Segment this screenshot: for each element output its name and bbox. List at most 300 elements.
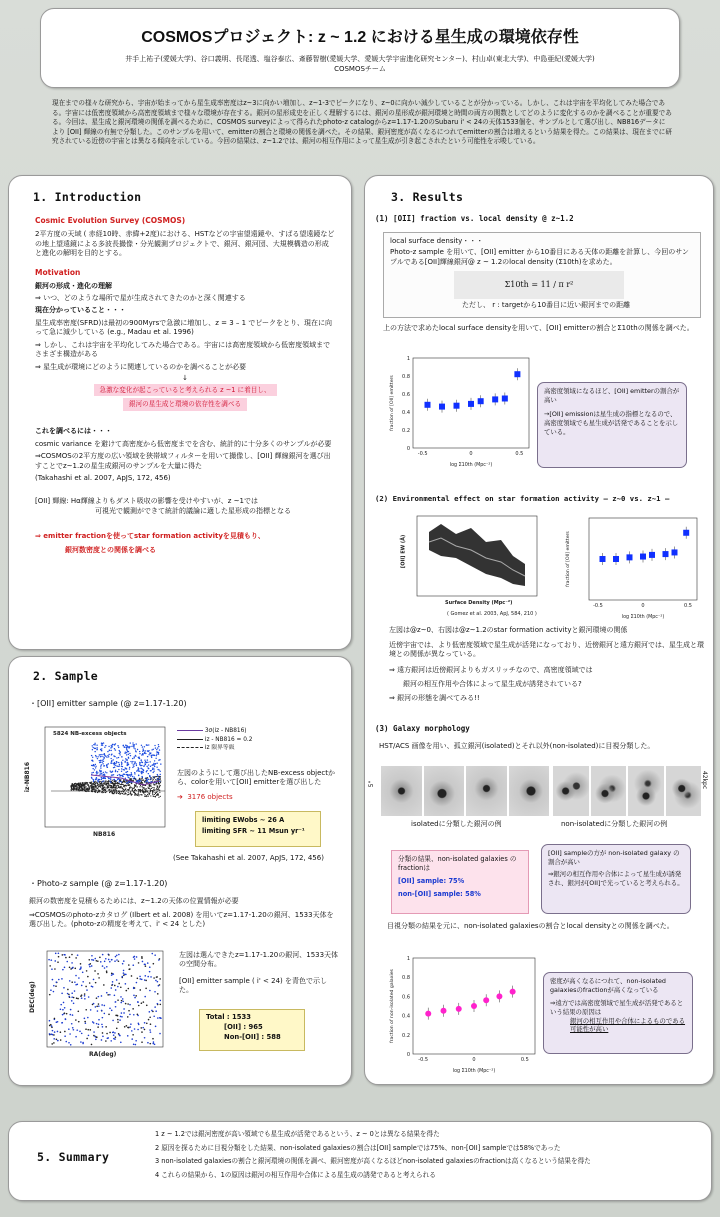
cmd-excess-point [143, 769, 144, 770]
cmd-point [128, 785, 129, 786]
limit-box [195, 811, 321, 847]
photoz-text-1: 銀河の数密度を見積もるためには、z~1.2の天体の位置情報が必要 [29, 897, 239, 905]
cmd-excess-point [92, 745, 93, 746]
map-point [98, 1005, 100, 1007]
cmd-excess-point [101, 764, 102, 765]
cmd-excess-point [152, 769, 153, 770]
map-point [137, 1001, 139, 1003]
map-text-2: [OII] emitter sample ( i' < 24) を青色で示した。 [179, 977, 327, 995]
map-point [62, 1009, 64, 1011]
data-point [510, 989, 516, 995]
map-point [99, 957, 101, 959]
cmd-point [93, 789, 94, 790]
cmd-point [111, 785, 112, 786]
cmd-point [142, 787, 143, 788]
map-point [133, 995, 135, 997]
map-point [118, 954, 120, 956]
cmd-excess-point [115, 765, 116, 766]
need-study-text: ⇒ 星生成が環境にどのように関連しているのかを調べることが必要 [35, 362, 247, 371]
map-point [64, 1012, 66, 1014]
cmd-point [108, 784, 109, 785]
map-point [69, 1033, 71, 1035]
map-point [93, 959, 95, 961]
map-point [127, 1035, 129, 1037]
cmd-point [101, 784, 102, 785]
map-point [64, 1035, 66, 1037]
cmd-excess-point [108, 756, 109, 757]
gomez-plot [401, 512, 541, 622]
results-section-2-heading: (2) Environmental effect on star formation activity – z~0 vs. z~1 – [375, 494, 670, 503]
count-box [199, 1009, 305, 1051]
cmd-excess-point [150, 766, 151, 767]
map-point [85, 986, 87, 988]
map-point [118, 983, 120, 985]
cmd-excess-point [137, 767, 138, 768]
cmd-point [148, 796, 149, 797]
cmd-excess-point [118, 747, 119, 748]
cmd-point [76, 783, 77, 784]
cmd-excess-point [125, 744, 126, 745]
cmd-point [116, 788, 117, 789]
cmd-point [108, 787, 109, 788]
cmd-excess-point [96, 773, 97, 774]
cmd-excess-point [159, 759, 160, 760]
cmd-excess-point [159, 777, 160, 778]
cmd-excess-point [124, 767, 125, 768]
map-point [158, 959, 160, 961]
map-point [115, 1036, 117, 1038]
cmd-point [109, 792, 110, 793]
cmd-excess-point [103, 758, 104, 759]
x-tick-label: 0 [641, 603, 645, 609]
cmd-excess-point [129, 746, 130, 747]
cmd-point [141, 794, 142, 795]
map-point [155, 1026, 157, 1028]
cmd-excess-point [94, 743, 95, 744]
cmd-point [101, 788, 102, 789]
map-point [121, 1016, 123, 1018]
map-point [126, 1025, 128, 1027]
authors: 井手上祐子(愛媛大学)、谷口義明、長尾透、塩谷泰広、斎藤智樹(愛媛大学、愛媛大学宇宙進化研究センター)、村山卓(東北大学)、中島亜紀(愛媛大学) [125, 54, 595, 63]
cmd-excess-point [118, 766, 119, 767]
map-point [123, 972, 125, 974]
cmd-excess-point [111, 754, 112, 755]
cmd-excess-point [144, 746, 145, 747]
cmd-point [149, 792, 150, 793]
cmd-excess-point [107, 751, 108, 752]
cmd-point [153, 783, 154, 784]
cmd-excess-point [139, 758, 140, 759]
cmd-point [138, 793, 139, 794]
cmd-excess-point [119, 765, 120, 766]
cmd-point [105, 792, 106, 793]
requirement-heading: これを調べるには・・・ [35, 427, 112, 436]
cmd-point [143, 787, 144, 788]
cmd-excess-point [96, 745, 97, 746]
map-point [98, 1019, 100, 1021]
cmd-excess-point [139, 753, 140, 754]
y-tick-label: 1 [406, 956, 410, 962]
cmd-point [99, 791, 100, 792]
cmd-point [133, 780, 134, 781]
map-point [58, 952, 60, 954]
map-point [120, 996, 122, 998]
cmd-point [130, 793, 131, 794]
summary-item: 4 これらの結果から、1の原因は銀河の相互作用や合体による星生成の誘発であると考えられる [155, 1170, 436, 1179]
approach-line-1: ⇒ emitter fractionを使ってstar formation activityを見積もり、 [35, 532, 265, 541]
cmd-point [82, 787, 83, 788]
map-point [71, 1000, 73, 1002]
map-point [149, 1016, 151, 1018]
map-point [64, 1031, 66, 1033]
cmd-point [127, 789, 128, 790]
cmd-point [149, 784, 150, 785]
map-point [142, 1027, 144, 1029]
map-point [149, 990, 151, 992]
isolated-galaxy-image-1 [381, 766, 422, 816]
map-point [111, 974, 113, 976]
cmd-point [96, 789, 97, 790]
cmd-excess-point [122, 766, 123, 767]
gomez-plot-graphic [401, 512, 541, 612]
cosmos-text: 2平方度の天域 ( 赤経10時、赤緯+2度)における、HSTなどの宇宙望遠鏡や、すばる望遠鏡などの地上望遠鏡による多波長撮像・分光観測プロジェクトで、銀河、銀河団、大規模構造の形成と進化の解明を目的とする。 [35, 230, 335, 257]
cmd-excess-point [101, 777, 102, 778]
map-point [91, 955, 93, 957]
cmd-excess-point [100, 762, 101, 763]
cmd-excess-point [129, 768, 130, 769]
map-point [88, 1035, 90, 1037]
cmd-excess-point [91, 760, 92, 761]
x-tick-label: 0.5 [684, 603, 692, 609]
results-title: 3. Results [391, 190, 464, 204]
cmd-point [145, 792, 146, 793]
map-point [84, 1021, 86, 1023]
map-point [104, 961, 106, 963]
cmd-excess-point [94, 744, 95, 745]
map-point [98, 996, 100, 998]
cmd-excess-point [99, 771, 100, 772]
isolated-galaxy-image-3 [466, 766, 507, 816]
map-point [139, 976, 141, 978]
cmd-excess-point [154, 763, 155, 764]
cmd-point [75, 783, 76, 784]
cmd-point [144, 781, 145, 782]
cmd-excess-point [102, 761, 103, 762]
cmd-point [156, 792, 157, 793]
cmd-excess-point [145, 753, 146, 754]
cmd-excess-point [117, 775, 118, 776]
map-point [52, 1030, 54, 1032]
cmd-excess-point [149, 776, 150, 777]
map-point [98, 977, 100, 979]
cmd-point [149, 786, 150, 787]
data-point [439, 404, 445, 410]
cmd-excess-point [156, 755, 157, 756]
map-point [105, 958, 107, 960]
map-point [153, 1015, 155, 1017]
map-point [57, 1021, 59, 1023]
image-scale-left: 5" [368, 780, 376, 788]
cmd-excess-point [157, 775, 158, 776]
results-2-text-3: 銀河の相互作用や合体によって星生成が誘発されている? [403, 680, 582, 688]
cmd-excess-point [127, 759, 128, 760]
cmd-excess-point [142, 754, 143, 755]
map-point [86, 1038, 88, 1040]
oii-fraction-z12-plot [561, 512, 703, 622]
cmd-excess-point [99, 754, 100, 755]
map-point [76, 1029, 78, 1031]
cmd-excess-point [127, 776, 128, 777]
map-point [106, 966, 108, 968]
map-point [95, 1006, 97, 1008]
cmd-excess-point [135, 755, 136, 756]
cmd-excess-point [102, 763, 103, 764]
map-point [91, 959, 93, 961]
map-point [50, 1033, 52, 1035]
map-point [102, 954, 104, 956]
cmd-excess-point [110, 779, 111, 780]
cmd-point [132, 788, 133, 789]
cmd-excess-point [104, 753, 105, 754]
map-point [89, 1029, 91, 1031]
map-point [117, 986, 119, 988]
map-point [60, 1039, 62, 1041]
result-3-note [543, 972, 693, 1054]
cmd-point [96, 782, 97, 783]
cmd-point [114, 783, 115, 784]
cmd-point [89, 786, 90, 787]
map-point [70, 1044, 72, 1046]
map-point [154, 1044, 156, 1046]
cmd-excess-point [132, 767, 133, 768]
cmd-excess-point [134, 748, 135, 749]
cmd-excess-point [136, 765, 137, 766]
cmd-excess-point [157, 774, 158, 775]
map-point [89, 966, 91, 968]
legend-color-cut: iz - NB816 = 0.2 [204, 736, 253, 743]
cmd-excess-point [158, 769, 159, 770]
map-point [60, 1031, 62, 1033]
non-isolated-galaxy-image-3 [628, 766, 664, 816]
cmd-point [75, 786, 76, 787]
map-point [114, 960, 116, 962]
cmd-excess-point [145, 781, 146, 782]
map-point [93, 1031, 95, 1033]
cmd-point [99, 786, 100, 787]
map-point [136, 956, 138, 958]
cmd-point [116, 792, 117, 793]
cmd-excess-point [141, 768, 142, 769]
cmd-point [118, 787, 119, 788]
cmd-excess-point [110, 762, 111, 763]
map-point [111, 984, 113, 986]
oii-sample-heading: ・[OII] emitter sample (@ z=1.17-1.20) [29, 699, 187, 708]
map-point [128, 988, 130, 990]
map-point [97, 973, 99, 975]
summary-list [155, 1128, 591, 1182]
cmd-point [86, 788, 87, 789]
x-tick-label: -0.5 [593, 603, 603, 609]
cmd-point [99, 784, 100, 785]
map-point [63, 1002, 65, 1004]
map-point [85, 1009, 87, 1011]
cmd-excess-point [125, 747, 126, 748]
cmd-point [135, 785, 136, 786]
cmd-point [103, 787, 104, 788]
map-point [97, 960, 99, 962]
cmd-point [149, 794, 150, 795]
cmd-excess-point [91, 772, 92, 773]
cmd-point [154, 794, 155, 795]
cmd-point [147, 794, 148, 795]
cmd-excess-point [95, 778, 96, 779]
map-point [79, 1031, 81, 1033]
cmd-point [104, 787, 105, 788]
team: COSMOSチーム [334, 65, 386, 74]
map-point [64, 1007, 66, 1009]
cmd-point [73, 788, 74, 789]
cmd-point [127, 794, 128, 795]
cmd-excess-point [128, 764, 129, 765]
cmd-excess-point [115, 770, 116, 771]
cmd-excess-point [91, 755, 92, 756]
cmd-point [115, 782, 116, 783]
cmd-point [92, 788, 93, 789]
cmd-excess-point [111, 774, 112, 775]
cmd-point [138, 791, 139, 792]
map-point [115, 956, 117, 958]
cmd-excess-point [152, 772, 153, 773]
cmd-point [138, 795, 139, 796]
cmd-point [76, 789, 77, 790]
classification-box [391, 850, 529, 914]
cmd-point [87, 788, 88, 789]
cmd-point [157, 787, 158, 788]
map-point [102, 1036, 104, 1038]
cmd-excess-point [97, 780, 98, 781]
cmd-point [113, 781, 114, 782]
cmd-point [78, 784, 79, 785]
cmd-excess-point [108, 754, 109, 755]
map-point [91, 986, 93, 988]
map-point [114, 1038, 116, 1040]
cmd-excess-point [148, 768, 149, 769]
cmd-excess-point [115, 771, 116, 772]
map-point [84, 995, 86, 997]
cmd-point [126, 785, 127, 786]
map-point [71, 981, 73, 983]
cmd-point [130, 791, 131, 792]
cmd-excess-point [122, 775, 123, 776]
cmd-excess-point [101, 744, 102, 745]
map-point [101, 995, 103, 997]
data-point [454, 403, 460, 409]
cmd-excess-point [152, 767, 153, 768]
map-point [73, 997, 75, 999]
map-point [157, 981, 159, 983]
cmd-excess-point [142, 776, 143, 777]
cmd-excess-point [130, 775, 131, 776]
map-point [146, 1004, 148, 1006]
cmd-excess-point [92, 765, 93, 766]
map-point [113, 1034, 115, 1036]
cmd-excess-point [91, 777, 92, 778]
map-point [159, 1017, 161, 1019]
cmd-excess-point [101, 743, 102, 744]
map-point [123, 1008, 125, 1010]
cmd-excess-point [94, 769, 95, 770]
map-point [137, 977, 139, 979]
non-isolated-galaxy-image-2 [591, 766, 627, 816]
cmd-point [142, 789, 143, 790]
map-point [108, 954, 110, 956]
gomez-y-label: [OII] EW (Å) [400, 534, 407, 569]
cmd-point [159, 786, 160, 787]
non-oii-fraction-result: non-[OII] sample: 58% [398, 889, 481, 898]
cmd-excess-point [111, 745, 112, 746]
cmd-point [115, 787, 116, 788]
cmd-point [105, 788, 106, 789]
cmd-point [131, 787, 132, 788]
cmd-point [150, 786, 151, 787]
photoz-sample-heading: ・Photo-z sample (@ z=1.17-1.20) [29, 879, 168, 888]
cmd-excess-point [134, 772, 135, 773]
cmd-point [98, 787, 99, 788]
cmd-excess-point [114, 766, 115, 767]
cmd-point [93, 782, 94, 783]
cmd-point [97, 792, 98, 793]
cmd-excess-point [121, 756, 122, 757]
cmd-excess-point [103, 765, 104, 766]
cmd-point [87, 789, 88, 790]
map-point [51, 1043, 53, 1045]
data-point [514, 371, 520, 377]
cmd-point [92, 786, 93, 787]
cmd-point [81, 786, 82, 787]
map-point [144, 1029, 146, 1031]
cmd-excess-point [140, 760, 141, 761]
cmd-excess-point [114, 744, 115, 745]
map-point [72, 1027, 74, 1029]
map-point [53, 985, 55, 987]
sfrd-text: 星生成率密度(SFRD)は最初の900Myrsで急激に増加し、z = 3 – 1 でピークをとり、現在に向って急に減少している (e.g., Madau et al. 1996) [35, 318, 333, 337]
classification-note-2: ⇒銀河の相互作用や合体によって星生成が誘発され、銀河が[OII]で光っていると考えられる。 [548, 870, 684, 887]
cmd-excess-point [150, 778, 151, 779]
map-point [117, 1015, 119, 1017]
map-point [137, 1029, 139, 1031]
map-point [129, 1026, 131, 1028]
cmd-point [148, 792, 149, 793]
map-point [121, 1000, 123, 1002]
cmd-point [104, 789, 105, 790]
cmd-excess-point [131, 762, 132, 763]
data-point [502, 396, 508, 402]
motivation-heading: Motivation [35, 268, 81, 278]
x-tick-label: 0 [472, 1057, 476, 1063]
y-tick-label: 0.8 [402, 374, 410, 380]
cmd-point [115, 785, 116, 786]
map-point [152, 1038, 154, 1040]
cmd-point [120, 779, 121, 780]
cmd-point [104, 782, 105, 783]
cmd-excess-point [103, 742, 104, 743]
cmd-excess-point [142, 772, 143, 773]
chart-oii-fraction-z12 [561, 512, 703, 625]
cmd-excess-point [121, 771, 122, 772]
map-point [112, 981, 114, 983]
cmd-point [101, 785, 102, 786]
cmd-excess-point [138, 775, 139, 776]
